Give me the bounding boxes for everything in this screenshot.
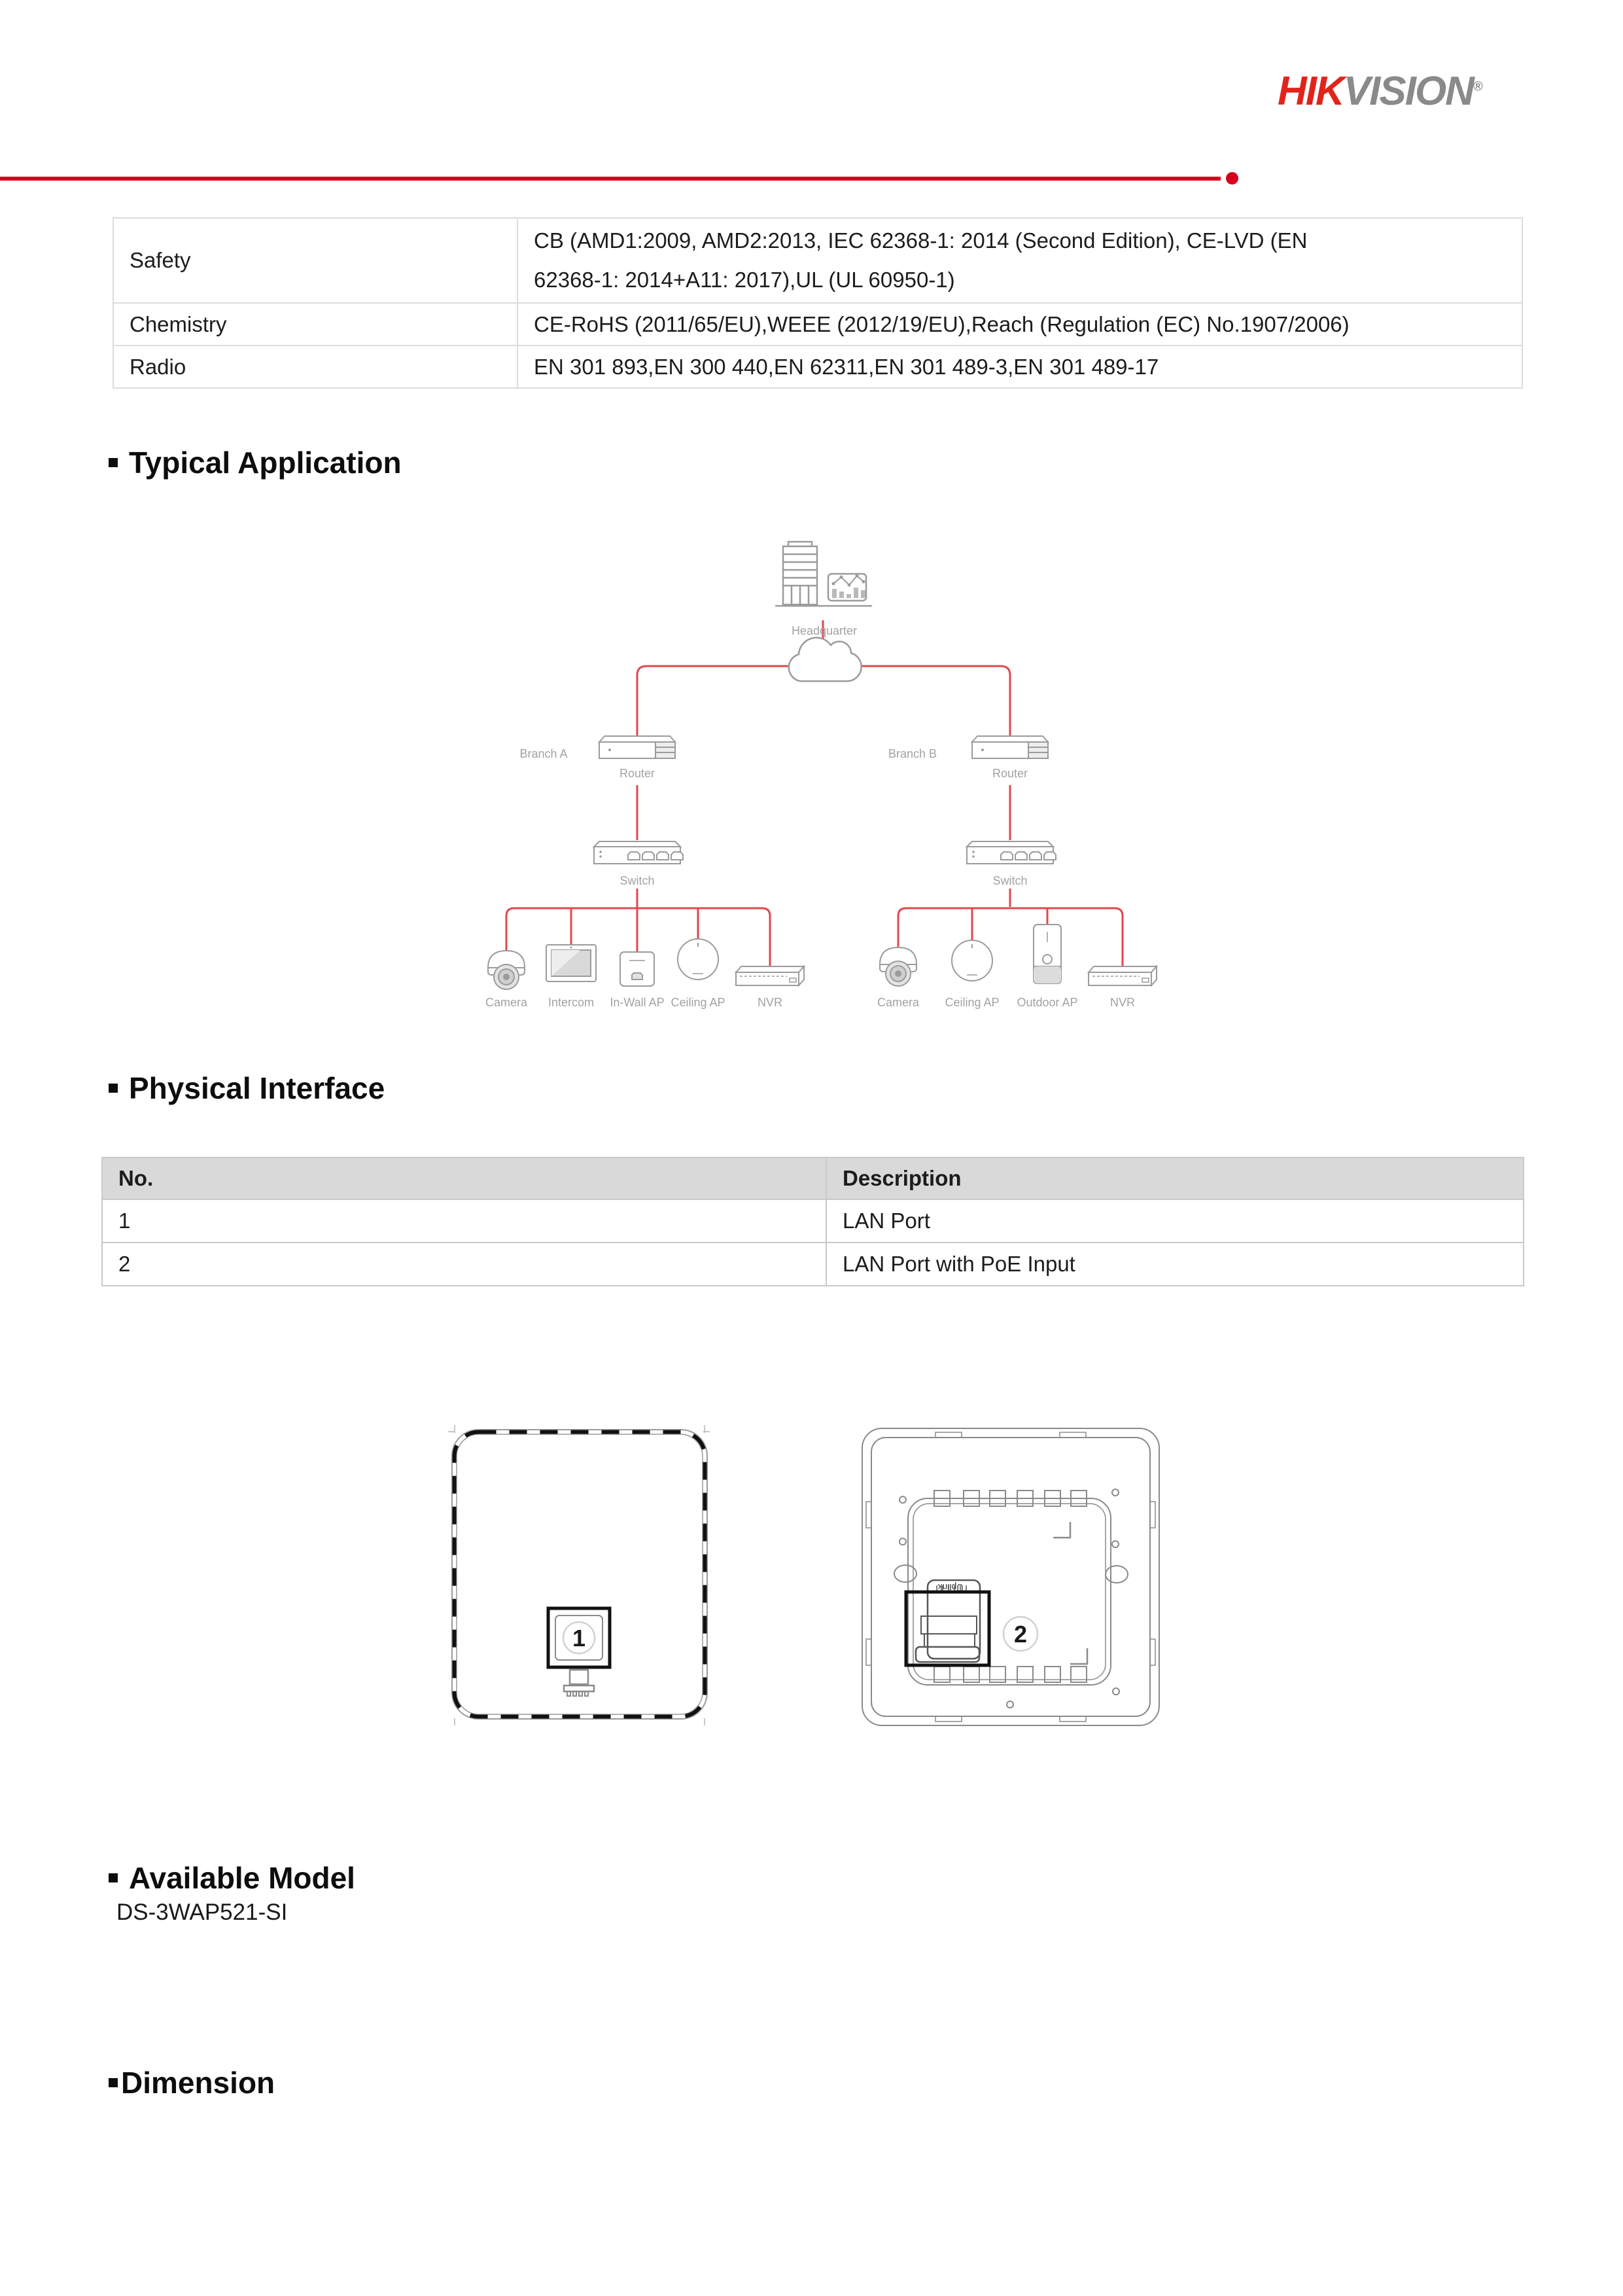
col-header-no: No. xyxy=(102,1157,826,1199)
section-available-model xyxy=(109,1860,355,1896)
internet-cloud-icon xyxy=(789,638,862,681)
cert-label-radio: Radio xyxy=(113,345,517,388)
lan-port-1 xyxy=(548,1608,610,1696)
ap-front-view-drawing xyxy=(448,1425,710,1726)
outdoor-ap-icon xyxy=(1034,925,1061,983)
switch-b-icon xyxy=(967,841,1056,864)
cert-value-line: 62368-1: 2014+A11: 2017),UL (UL 60950-1) xyxy=(534,268,955,292)
cert-label-chemistry: Chemistry xyxy=(113,303,517,345)
branch-a-label: Branch A xyxy=(519,747,568,760)
section-dimension xyxy=(109,2065,275,2100)
camera-icon xyxy=(880,947,916,986)
router-b-icon xyxy=(972,736,1048,758)
certification-table xyxy=(113,217,1523,389)
ap-rear-view-drawing xyxy=(857,1423,1164,1731)
cert-value-line: CB (AMD1:2009, AMD2:2013, IEC 62368-1: 2014 (Second Edition), CE-LVD (EN xyxy=(534,228,1308,253)
nvr-icon xyxy=(1089,966,1157,985)
square-bullet-icon xyxy=(109,1873,118,1882)
switch-b-label: Switch xyxy=(992,874,1028,887)
section-title: Available Model xyxy=(129,1861,355,1895)
device-label: Ceiling AP xyxy=(671,996,725,1009)
logo-vision: VISION xyxy=(1343,69,1473,114)
table-row xyxy=(102,1199,1524,1243)
registered-mark: ® xyxy=(1473,79,1483,94)
logo-hik: HIK xyxy=(1278,69,1344,114)
if-description: LAN Port xyxy=(826,1199,1524,1243)
table-header-row xyxy=(102,1157,1524,1199)
uplink-port-text: Uplink xyxy=(937,1582,964,1593)
switch-a-label: Switch xyxy=(620,874,655,887)
ceiling-ap-icon xyxy=(678,939,718,980)
cert-value-chemistry: CE-RoHS (2011/65/EU),WEEE (2012/19/EU),Reach (Regulation (EC) No.1907/2006) xyxy=(517,303,1522,345)
typical-application-diagram xyxy=(458,537,1210,1021)
device-label: NVR xyxy=(757,996,783,1009)
in-wall-ap-icon xyxy=(620,952,654,986)
headquarter-label: Headquarter xyxy=(791,624,858,637)
router-a-icon xyxy=(599,736,675,758)
device-label: NVR xyxy=(1109,996,1136,1009)
square-bullet-icon xyxy=(109,1084,118,1093)
device-label: Intercom xyxy=(548,996,595,1009)
hikvision-logo xyxy=(1278,68,1483,115)
intercom-icon xyxy=(546,945,596,981)
square-bullet-icon xyxy=(109,458,118,467)
device-label: Camera xyxy=(877,996,920,1009)
table-row xyxy=(102,1243,1524,1286)
device-label: In-Wall AP xyxy=(610,996,665,1009)
table-row xyxy=(113,218,1522,303)
cert-value-radio: EN 301 893,EN 300 440,EN 62311,EN 301 489-3,EN 301 489-17 xyxy=(517,345,1522,388)
port-number-1: 1 xyxy=(572,1625,586,1651)
section-title: Dimension xyxy=(121,2066,275,2100)
header-rule xyxy=(0,177,1221,181)
table-row xyxy=(113,303,1522,345)
router-a-label: Router xyxy=(619,767,655,780)
device-label: Outdoor AP xyxy=(1017,996,1078,1009)
branch-b-label: Branch B xyxy=(888,747,937,760)
col-header-description: Description xyxy=(826,1157,1524,1199)
table-row xyxy=(113,345,1522,388)
switch-a-icon xyxy=(594,841,683,864)
ceiling-ap-icon xyxy=(952,940,992,981)
camera-icon xyxy=(488,951,525,989)
nvr-icon xyxy=(736,966,804,985)
section-title: Physical Interface xyxy=(129,1071,385,1105)
physical-interface-table xyxy=(101,1157,1524,1286)
if-no: 1 xyxy=(102,1199,826,1243)
gasket-dashed-border xyxy=(455,1432,705,1717)
section-physical-interface xyxy=(109,1070,385,1106)
section-title: Typical Application xyxy=(129,446,402,480)
cert-label-safety: Safety xyxy=(113,218,517,303)
section-typical-application xyxy=(109,445,402,480)
device-label: Camera xyxy=(485,996,528,1009)
if-no: 2 xyxy=(102,1243,826,1286)
if-description: LAN Port with PoE Input xyxy=(826,1243,1524,1286)
device-label: Ceiling AP xyxy=(945,996,1000,1009)
square-bullet-icon xyxy=(109,2078,118,2087)
header-rule-dot xyxy=(1226,172,1238,185)
router-b-label: Router xyxy=(992,767,1028,780)
port-number-2: 2 xyxy=(1013,1621,1028,1648)
model-number: DS-3WAP521-SI xyxy=(116,1899,288,1925)
